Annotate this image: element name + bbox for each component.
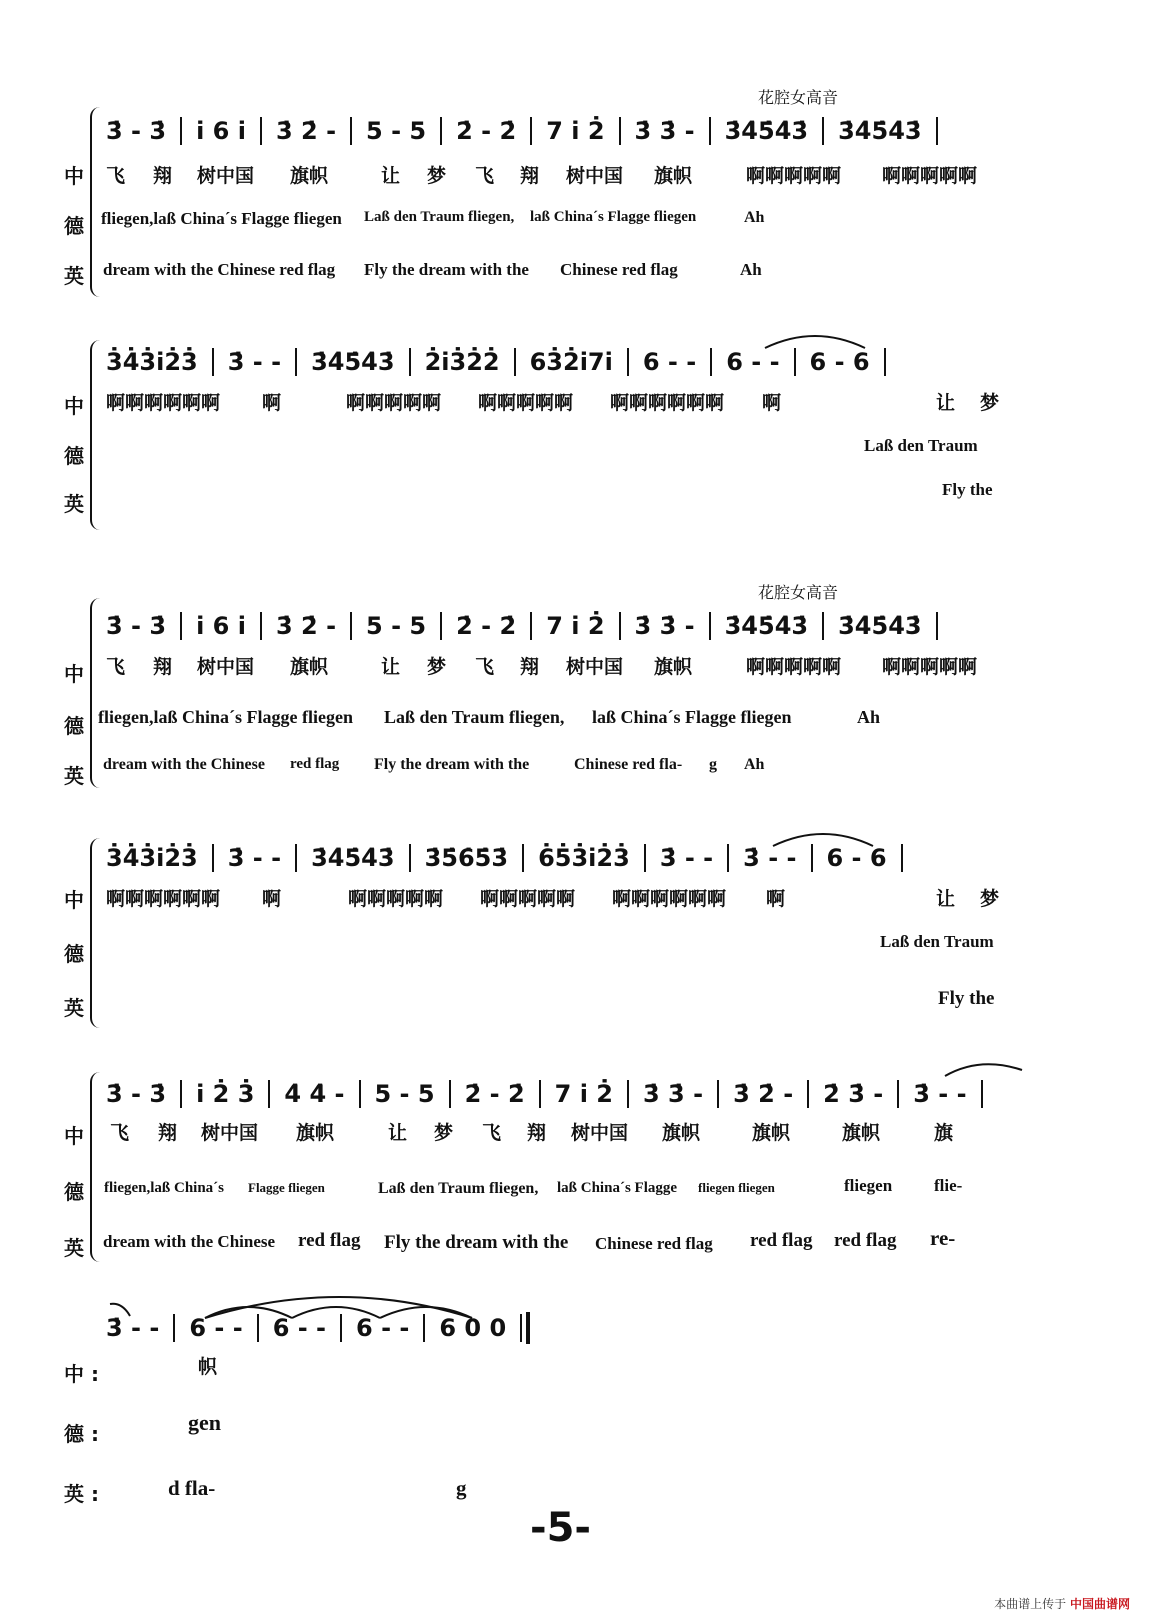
measure: 3̇ - -	[646, 844, 729, 872]
lyric-en: red flag	[298, 1230, 361, 1251]
lyric-de: Laß den Traum	[880, 932, 994, 951]
lyric-en: dream with the Chinese	[103, 1232, 276, 1251]
lyric-zh: 树中国	[201, 1122, 259, 1144]
measure: 7 i 2̇	[541, 1080, 629, 1108]
lyric-zh: 飞	[482, 1122, 502, 1144]
measure: 6 - 6	[813, 844, 903, 872]
lyric-zh: 啊啊啊啊啊	[478, 392, 574, 414]
measure: 3̇ - -	[214, 844, 297, 872]
lyric-zh: 啊	[766, 888, 786, 910]
lyric-de: fliegen,laß China´s Flagge fliegen	[101, 209, 342, 228]
lyric-zh: 树中国	[566, 656, 624, 678]
lyric-zh: 旗帜	[296, 1122, 335, 1144]
measure: 6 - -	[629, 348, 712, 376]
measure: 6 - -	[259, 1314, 342, 1342]
measure: 5 - 5	[361, 1080, 451, 1108]
lyric-en: dream with the Chinese red flag	[103, 260, 336, 279]
measure: 6 - -	[175, 1314, 258, 1342]
label-de: 德 :	[64, 1422, 99, 1446]
lyric-zh: 啊啊啊啊啊	[346, 392, 442, 414]
lyric-zh: 啊啊啊啊啊	[746, 165, 842, 187]
lyric-en: g	[456, 1476, 467, 1500]
measure: 3̇ 3̇ -	[629, 1080, 719, 1108]
tie-arc	[760, 330, 880, 350]
site-logo: 中国曲谱网	[1069, 1597, 1130, 1611]
lyric-zh: 旗帜	[752, 1122, 791, 1144]
lyric-zh: 啊啊啊啊啊	[882, 165, 978, 187]
notation-line	[100, 606, 938, 646]
measure: 3̇4̇5̇4̇3̇	[297, 844, 411, 872]
measure: 6 - -	[342, 1314, 425, 1342]
lyric-zh: 翔	[520, 165, 540, 187]
lyric-de: Flagge fliegen	[248, 1180, 325, 1195]
lyric-zh: 飞	[110, 1122, 130, 1144]
measure: 2̇i3̇2̇2̇	[411, 348, 516, 376]
lyric-zh: 飞	[475, 165, 495, 187]
lyric-en: Fly the dream with the	[364, 260, 529, 279]
lyric-de: Laß den Traum	[864, 436, 978, 455]
lyric-en: Fly the	[938, 988, 995, 1009]
lyric-zh: 啊啊啊啊啊啊	[610, 392, 725, 414]
lyric-zh: 树中国	[566, 165, 624, 187]
measure: 5 - 5	[352, 117, 442, 145]
lyric-zh: 啊	[262, 392, 282, 414]
lyric-zh: 让	[381, 165, 401, 187]
label-en: 英	[64, 1236, 84, 1260]
lyric-de: flie-	[934, 1176, 963, 1195]
measure: 3̇ 2̇ -	[262, 612, 352, 640]
lyric-zh: 梦	[427, 165, 447, 187]
lyric-zh: 旗帜	[842, 1122, 881, 1144]
measure: 3̇ - -	[214, 348, 297, 376]
lyric-zh: 啊啊啊啊啊啊	[106, 888, 221, 910]
lyric-zh: 让	[381, 656, 401, 678]
lyric-zh: 啊	[762, 392, 782, 414]
lyric-zh: 翔	[158, 1122, 178, 1144]
notation-line	[100, 111, 938, 151]
label-en: 英	[64, 764, 84, 788]
lyric-zh: 啊啊啊啊啊	[348, 888, 444, 910]
lyric-de: laß China´s Flagge	[557, 1180, 678, 1196]
lyric-zh: 树中国	[197, 656, 255, 678]
measure: 2̇ 3̇ -	[809, 1080, 899, 1108]
measure: 3̇ - -	[729, 844, 812, 872]
lyric-de: fliegen fliegen	[698, 1180, 775, 1195]
label-en: 英	[64, 996, 84, 1020]
lyric-zh: 让	[936, 888, 956, 910]
measure: 2̇ - 2̇	[442, 612, 532, 640]
lyric-zh: 飞	[475, 656, 495, 678]
lyric-zh: 啊啊啊啊啊	[746, 656, 842, 678]
measure: i 2̇ 3̇	[182, 1080, 270, 1108]
label-zh: 中	[64, 394, 84, 418]
measure: 63̇2̇i7i	[516, 348, 629, 376]
lyric-en: Ah	[740, 260, 762, 279]
lyric-en: Ah	[744, 756, 765, 773]
lyric-zh: 啊啊啊啊啊啊	[612, 888, 727, 910]
label-en: 英	[64, 492, 84, 516]
label-de: 德	[64, 1180, 84, 1204]
measure: 4̇ 4̇ -	[270, 1080, 360, 1108]
lyric-de: laß China´s Flagge fliegen	[530, 209, 697, 225]
lyric-zh: 旗	[934, 1122, 954, 1144]
label-de: 德	[64, 214, 84, 238]
notation-line	[100, 1308, 530, 1348]
measure: 3̇ - -	[100, 1314, 175, 1342]
measure: 3̇ - 3̇	[100, 1080, 182, 1108]
lyric-zh: 旗帜	[654, 165, 693, 187]
lyric-zh: 翔	[153, 656, 173, 678]
lyric-en: Chinese red flag	[560, 260, 678, 279]
lyric-de: Ah	[744, 209, 765, 226]
measure: i 6 i	[182, 117, 262, 145]
measure: 3̇4̇3̇i2̇3̇	[100, 348, 214, 376]
lyric-zh: 飞	[106, 165, 126, 187]
measure: 3̇ - 3̇	[100, 612, 182, 640]
measure: 3̇5̇6̇5̇3̇	[411, 844, 525, 872]
lyric-zh: 翔	[520, 656, 540, 678]
lyric-en: g	[709, 756, 717, 773]
lyric-en: red flag	[750, 1230, 813, 1251]
page-number: -5-	[530, 1505, 592, 1551]
label-de: 德	[64, 444, 84, 468]
lyric-zh: 旗帜	[290, 165, 329, 187]
lyric-zh: 帜	[198, 1356, 218, 1378]
lyric-de: fliegen,laß China´s	[104, 1180, 225, 1196]
lyric-en: red flag	[834, 1230, 897, 1251]
lyric-zh: 树中国	[571, 1122, 629, 1144]
lyric-zh: 啊啊啊啊啊	[480, 888, 576, 910]
lyric-de: Ah	[857, 707, 881, 727]
measure: 3̇4̇5̇4̇3̇	[824, 612, 938, 640]
measure: 3̇ - -	[899, 1080, 982, 1108]
lyric-en: red flag	[290, 756, 340, 772]
measure: 5 - 5	[352, 612, 442, 640]
lyric-de: laß China´s Flagge fliegen	[592, 707, 792, 727]
measure: 3̇ 3̇ -	[621, 117, 711, 145]
label-zh: 中 :	[64, 1362, 99, 1386]
lyric-de: gen	[188, 1410, 221, 1435]
lyric-en: Chinese red fla-	[574, 756, 683, 773]
performer-note: 花腔女高音	[758, 88, 839, 107]
lyric-zh: 让	[936, 392, 956, 414]
notation-line	[100, 1074, 983, 1114]
lyric-zh: 树中国	[197, 165, 255, 187]
lyric-zh: 啊啊啊啊啊啊	[106, 392, 221, 414]
label-en: 英	[64, 264, 84, 288]
measure: 3̇4̇5̇4̇3̇	[824, 117, 938, 145]
lyric-de: fliegen,laß China´s Flagge fliegen	[98, 707, 353, 727]
measure: 6 - -	[712, 348, 795, 376]
measure: 7 i 2̇	[532, 612, 620, 640]
footer-credit	[994, 1595, 1130, 1612]
measure: i 6 i	[182, 612, 262, 640]
lyric-de: fliegen	[844, 1176, 893, 1195]
measure: 3̇ - 3̇	[100, 117, 182, 145]
lyric-en: d fla-	[168, 1476, 216, 1500]
measure: 6̇5̇3̇i2̇3̇	[524, 844, 646, 872]
lyric-en: Chinese red flag	[595, 1234, 713, 1253]
label-zh: 中	[64, 662, 84, 686]
lyric-en: Fly the dream with the	[384, 1232, 569, 1253]
measure: 2̇ - 2̇	[451, 1080, 541, 1108]
lyric-zh: 飞	[106, 656, 126, 678]
label-de: 德	[64, 714, 84, 738]
tie-arc	[940, 1060, 1030, 1080]
lyric-zh: 旗帜	[654, 656, 693, 678]
lyric-zh: 梦	[980, 392, 1000, 414]
lyric-zh: 梦	[980, 888, 1000, 910]
lyric-zh: 梦	[434, 1122, 454, 1144]
final-barline	[526, 1312, 530, 1344]
lyric-zh: 翔	[527, 1122, 547, 1144]
measure: 6 - 6	[796, 348, 886, 376]
footer-text: 本曲谱上传于	[994, 1597, 1067, 1611]
label-zh: 中	[64, 164, 84, 188]
label-zh: 中	[64, 1124, 84, 1148]
measure: 3̇4̇5̇4̇3̇	[711, 612, 825, 640]
lyric-en: Fly the	[942, 480, 993, 499]
lyric-zh: 让	[388, 1122, 408, 1144]
label-zh: 中	[64, 888, 84, 912]
lyric-de: Laß den Traum fliegen,	[364, 209, 515, 225]
measure: 7 i 2̇	[532, 117, 620, 145]
label-en: 英 :	[64, 1482, 99, 1506]
lyric-en: re-	[930, 1226, 956, 1250]
measure: 3̇ 2̇ -	[719, 1080, 809, 1108]
lyric-en: Fly the dream with the	[374, 756, 530, 773]
lyric-zh: 啊	[262, 888, 282, 910]
measure: 2̇ - 2̇	[442, 117, 532, 145]
lyric-zh: 旗帜	[662, 1122, 701, 1144]
lyric-en: dream with the Chinese	[103, 756, 265, 773]
label-de: 德	[64, 942, 84, 966]
lyric-de: Laß den Traum fliegen,	[384, 707, 565, 727]
lyric-de: Laß den Traum fliegen,	[378, 1180, 539, 1197]
measure: 6 0 0	[425, 1314, 522, 1342]
lyric-zh: 旗帜	[290, 656, 329, 678]
measure: 3̇4̇5̇4̇3̇	[711, 117, 825, 145]
lyric-zh: 翔	[153, 165, 173, 187]
measure: 3̇4̇3̇i2̇3̇	[100, 844, 214, 872]
measure: 3̇4̇5̇4̇3̇	[297, 348, 411, 376]
lyric-zh: 啊啊啊啊啊	[882, 656, 978, 678]
measure: 3̇ 3̇ -	[621, 612, 711, 640]
lyric-zh: 梦	[427, 656, 447, 678]
performer-note: 花腔女高音	[758, 583, 839, 602]
tie-arc	[768, 828, 888, 848]
measure: 3̇ 2̇ -	[262, 117, 352, 145]
